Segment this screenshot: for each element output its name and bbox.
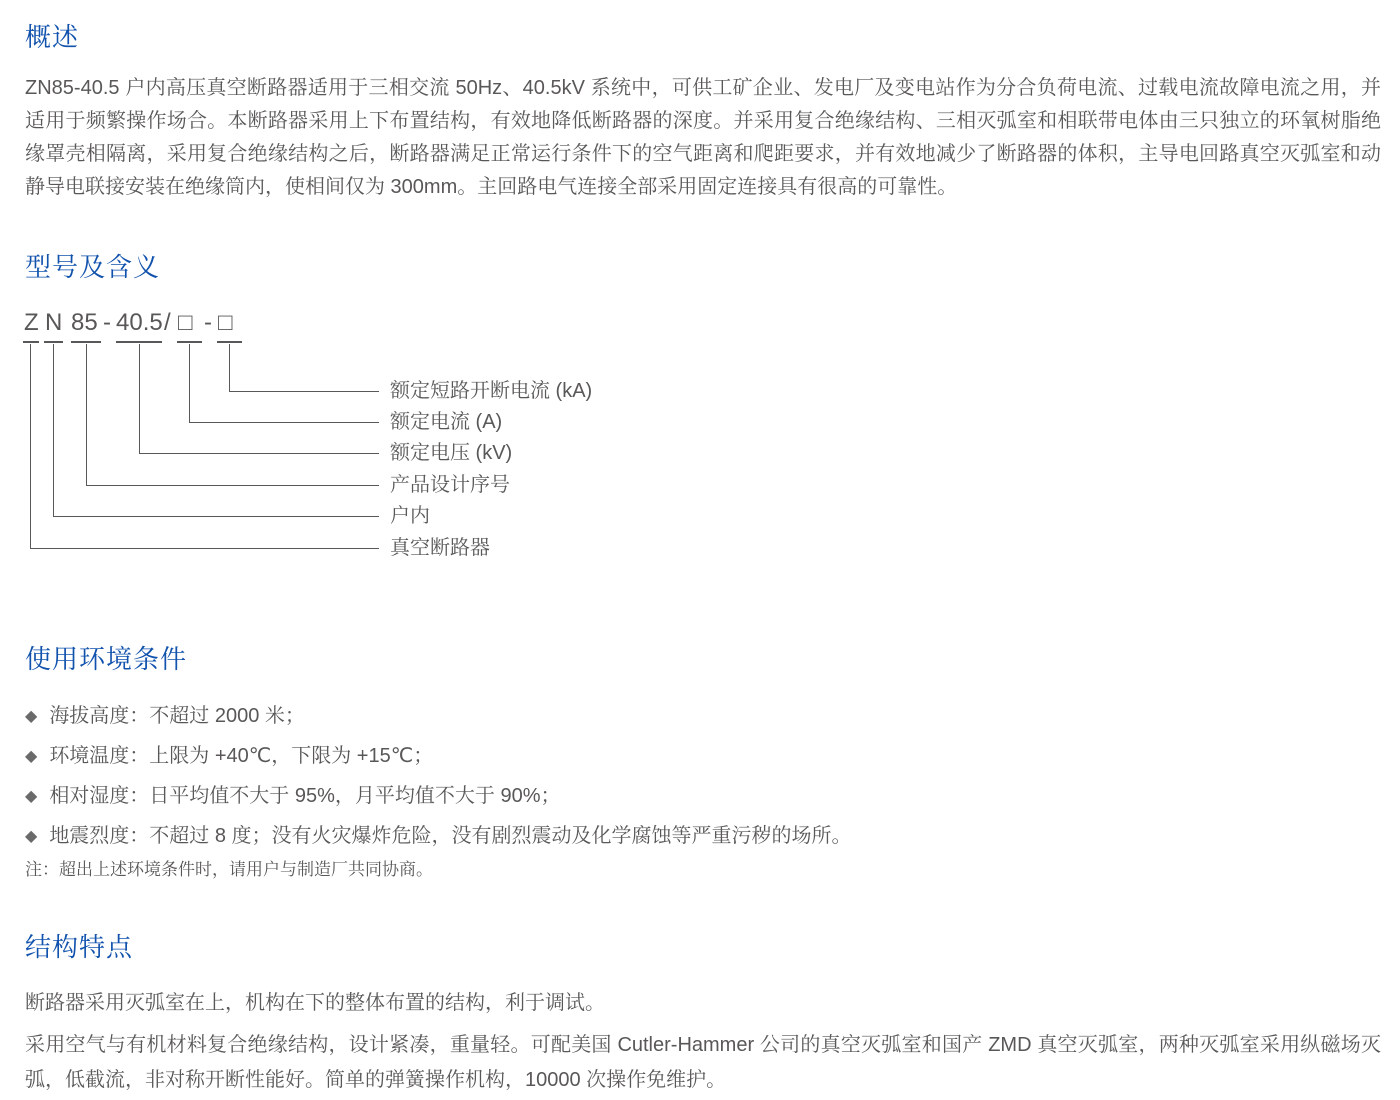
model-underline: [177, 341, 202, 343]
structure-heading: 结构特点: [25, 932, 134, 962]
model-label-rated-current: 额定电流 (A): [390, 411, 503, 433]
model-label-design-serial: 产品设计序号: [390, 474, 510, 496]
env-condition-text: 相对湿度：日平均值不大于 95%，月平均值不大于 90%；: [49, 785, 561, 807]
env-condition-text: 地震烈度：不超过 8 度；没有火灾爆炸危险，没有剧烈震动及化学腐蚀等严重污秽的场所。: [49, 825, 852, 847]
env-condition-altitude: [25, 703, 305, 730]
model-code-segment: 85: [71, 309, 98, 336]
diamond-bullet-icon: ◆: [25, 828, 38, 845]
section-model: [25, 252, 1381, 282]
model-code-segment: N: [45, 309, 63, 336]
model-label-vacuum-breaker: 真空断路器: [390, 537, 490, 559]
model-label-rated-breaking-current: 额定短路开断电流 (kA): [390, 380, 593, 402]
model-designation-diagram: [0, 308, 700, 578]
env-condition-text: 环境温度：上限为 +40℃，下限为 +15℃；: [49, 745, 434, 767]
diamond-bullet-icon: ◆: [25, 748, 38, 765]
model-underline: [217, 341, 242, 343]
model-label-rated-voltage: 额定电压 (kV): [390, 442, 513, 464]
model-underline: [44, 341, 63, 343]
env-condition-temperature: [25, 743, 433, 770]
model-label-indoor: 户内: [390, 505, 430, 527]
model-code-segment: /: [164, 309, 171, 336]
model-code-segment: 40.5: [116, 309, 163, 336]
model-underline: [71, 341, 101, 343]
diamond-bullet-icon: ◆: [25, 788, 38, 805]
model-heading: 型号及含义: [25, 252, 161, 282]
section-structure: [25, 932, 1381, 962]
diamond-bullet-icon: ◆: [25, 708, 38, 725]
model-underline: [116, 341, 162, 343]
model-placeholder-box: □: [178, 309, 193, 336]
env-condition-humidity: [25, 783, 560, 810]
model-placeholder-box: □: [218, 309, 233, 336]
model-connector-line: [30, 344, 379, 549]
environment-heading: 使用环境条件: [25, 644, 188, 674]
model-code-segment: Z: [24, 309, 39, 336]
overview-paragraph: ZN85-40.5 户内高压真空断路器适用于三相交流 50Hz、40.5kV 系统中，可供工矿企业、发电厂及变电站作为分合负荷电流、过载电流故障电流之用，并适用于频繁操作场合。本断路器采用上下布置结构，有效地降低断路器的深度。并采用复合绝缘结构、三相灭弧室和相联带电体由三只独立的环氧树脂绝缘罩壳相隔离，采用复合绝缘结构之后，断路器满足正常运行条件下的空气距离和爬距要求，并有效地减少了断路器的体积，主导电回路真空灭弧室和动静导电联接安装在绝缘筒内，使相间仅为 300mm。主回路电气连接全部采用固定连接具有很高的可靠性。: [25, 77, 1381, 198]
structure-paragraph-1: 断路器采用灭弧室在上，机构在下的整体布置的结构，利于调试。: [25, 992, 605, 1014]
env-condition-text: 海拔高度：不超过 2000 米；: [49, 705, 305, 727]
environment-note: 注：超出上述环境条件时，请用户与制造厂共同协商。: [25, 860, 433, 879]
structure-paragraph-2: 采用空气与有机材料复合绝缘结构，设计紧凑，重量轻。可配美国 Cutler-Hammer 公司的真空灭弧室和国产 ZMD 真空灭弧室，两种灭弧室采用纵磁场灭弧，低截流，非对称开断性能好。简单的弹簧操作机构，10000 次操作免维护。: [25, 1034, 1381, 1091]
model-code-segment: -: [103, 309, 111, 336]
model-code-segment: -: [204, 309, 212, 336]
env-condition-seismic: [25, 823, 852, 850]
section-environment: [25, 644, 1381, 674]
section-overview: [25, 22, 1381, 52]
model-underline: [23, 341, 39, 343]
overview-heading: 概述: [25, 22, 80, 52]
